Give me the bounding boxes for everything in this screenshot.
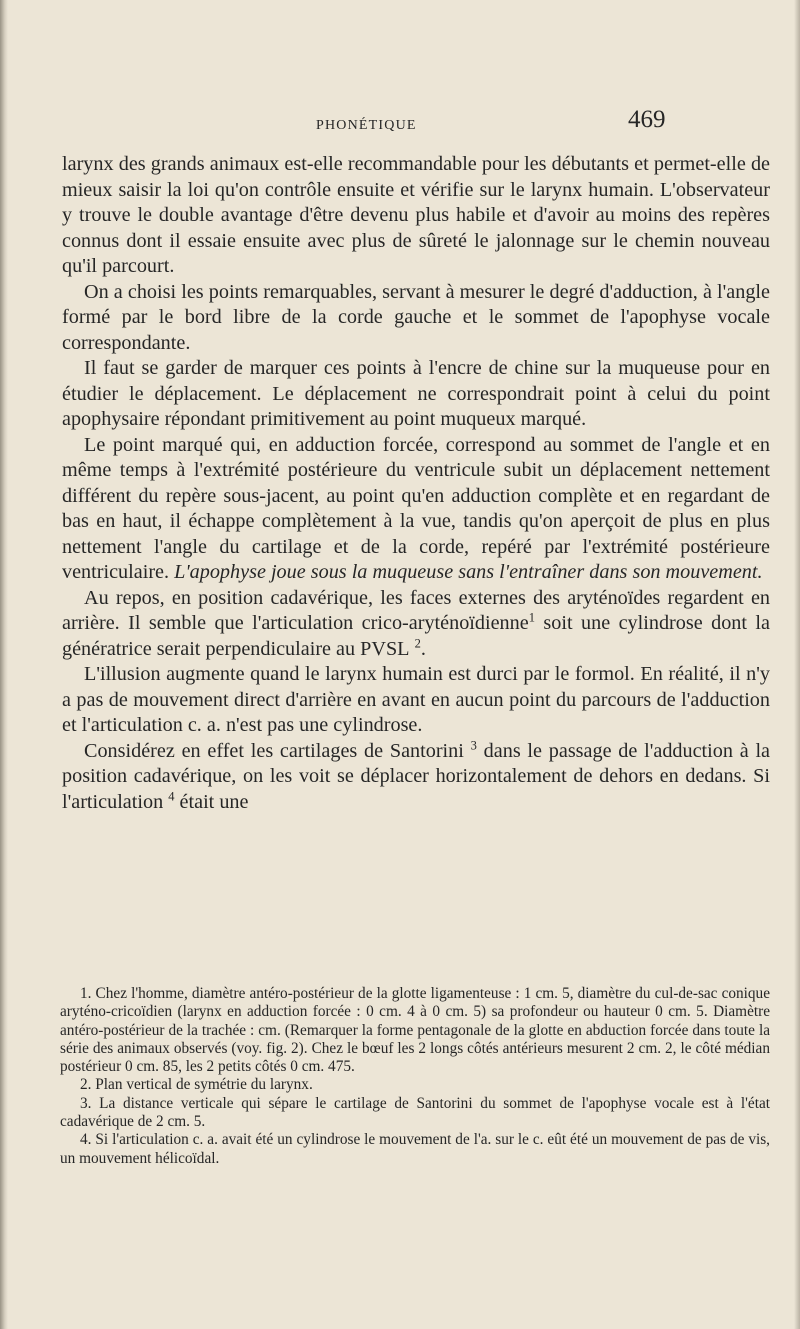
paragraph-1: larynx des grands animaux est-elle recommandable pour les débutants et permet-elle de mieux saisir la loi qu'on contrôle ensuite et vérifie sur le larynx humain. L'observateur y trouve le double avantage d'être devenu plus habile et d'avoir au moins des repères connus dont il essaie ensuite avec plus de sûreté le jalonnage sur le chemin nouveau qu'il parcourt. [62, 153, 770, 277]
paragraph-2: On a choisi les points remarquables, servant à mesurer le degré d'adduction, à l'angle formé par le bord libre de la corde gauche et le sommet de l'apophyse vocale correspondante. [62, 280, 770, 354]
footnote-ref-4: 4 [168, 788, 175, 803]
paragraph-7-part-b: dans le passage de l'adduction à la position cadavérique, on les voit se déplacer horizontalement de dehors en dedans. Si l'articulation [62, 739, 771, 813]
page-number: 469 [628, 106, 666, 133]
paragraph-3: Il faut se garder de marquer ces points à l'encre de chine sur la muqueuse pour en étudier le déplacement. Le déplacement ne correspondrait point à celui du point apophysaire répondant primitivement au point muqueux marqué. [62, 357, 770, 430]
footnote-1: 1. Chez l'homme, diamètre antéro-postérieur de la glotte ligamenteuse : 1 cm. 5, diamètre du cul-de-sac conique aryténo-cricoïdien (larynx en adduction forcée : 0 cm. 4 à 0 cm. 5) sa profondeur ou hauteur 0 cm. 5. Diamètre antéro-postérieur de la trachée : cm. (Remarquer la forme pentagonale de la glotte en abduction forcée dans toute la série des animaux observés (voy. fig. 2). Chez le bœuf les 2 longs côtés antérieurs mesurent 2 cm. 2, le côté médian postérieur 0 cm. 85, les 2 petits côtés 0 cm. 475. [60, 985, 770, 1076]
paragraph-6: L'illusion augmente quand le larynx humain est durci par le formol. En réalité, il n'y a pas de mouvement direct d'arrière en avant en aucun point du parcours de l'adduction et l'articulation c. a. n'est pas une cylindrose. [62, 663, 770, 736]
paragraph-5-part-c: . [420, 637, 426, 660]
page-shadow-left [0, 0, 8, 1329]
footnote-3: 3. La distance verticale qui sépare le cartilage de Santorini du sommet de l'apophyse vocale est à l'état cadavérique de 2 cm. 5. [60, 1094, 770, 1131]
footnote-2: 2. Plan vertical de symétrie du larynx. [80, 1076, 313, 1094]
paragraph-5 [62, 586, 770, 663]
paragraph-5-part-b: soit une cylindrose dont la génératrice serait perpendiculaire au PVSL [62, 612, 771, 660]
body-text [62, 152, 770, 815]
footnote-ref-2: 2 [414, 635, 421, 650]
page-header [58, 106, 778, 146]
paragraph-4-text: Le point marqué qui, en adduction forcée, correspond au sommet de l'angle et en même temps à l'extrémité postérieure du ventricule subit un déplacement nettement différent du repère sous-jacent, au point qu'en adduction complète et en regardant de bas en haut, il échappe complètement à la vue, tandis qu'on aperçoit de plus en plus nettement l'angle du cartilage et de la corde, repéré par l'extrémité postérieure ventriculaire. [62, 433, 770, 583]
paragraph-7 [62, 739, 770, 816]
paragraph-7-part-a: Considérez en effet les cartilages de Santorini [84, 739, 464, 762]
running-head: PHONÉTIQUE [316, 118, 417, 133]
footnote-4: 4. Si l'articulation c. a. avait été un cylindrose le mouvement de l'a. sur le c. eût été un mouvement de pas de vis, un mouvement hélicoïdal. [60, 1131, 770, 1167]
footnotes [60, 985, 770, 1168]
paragraph-4-italic: L'apophyse joue sous la muqueuse sans l'entraîner dans son mouvement. [174, 561, 763, 583]
page-shadow-right [794, 0, 800, 1329]
paragraph-5-part-a: Au repos, en position cadavérique, les faces externes des aryténoïdes regardent en arrière. Il semble que l'articulation crico-aryténoïdienne [62, 586, 770, 634]
footnote-ref-3: 3 [470, 737, 477, 752]
paragraph-4 [62, 433, 770, 586]
footnote-ref-1: 1 [528, 610, 535, 625]
paragraph-7-part-c: était une [179, 790, 249, 813]
